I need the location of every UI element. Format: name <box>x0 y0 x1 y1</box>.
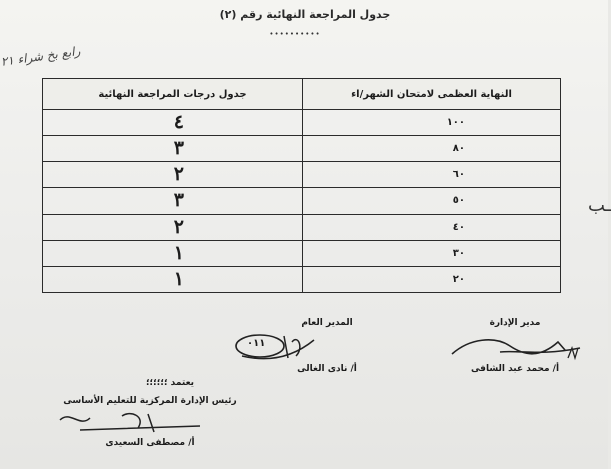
signatory-role: رئيس الإدارة المركزية للتعليم الأساسى <box>63 396 237 406</box>
review-grade-cell: ١ <box>43 240 303 266</box>
title-decoration-stars: •••••••••• <box>269 30 321 38</box>
handwritten-margin-note: رابع بخ شراء ٢١ <box>0 43 82 69</box>
header-max-score: النهاية العظمى لامتحان الشهر/اء <box>303 79 561 110</box>
review-grade-cell: ٣ <box>43 136 303 162</box>
review-grade-cell: ٢ <box>43 162 303 188</box>
review-grade-cell: ١ <box>43 266 303 292</box>
handwritten-signature-icon <box>440 328 590 364</box>
header-review-grade: جدول درجات المراجعة النهائية <box>43 79 303 110</box>
review-grade-cell: ٤ <box>43 110 303 136</box>
max-score-cell: ١٠٠ <box>303 110 561 136</box>
table-row <box>43 136 561 162</box>
signatory-name: أ/ محمد عبد الشافى <box>470 364 560 374</box>
table-row <box>43 162 561 188</box>
table-row <box>43 188 561 214</box>
max-score-cell: ٣٠ <box>303 240 561 266</box>
max-score-cell: ٤٠ <box>303 214 561 240</box>
grades-table <box>42 78 561 293</box>
signature-block-general-manager <box>222 318 392 374</box>
table-row <box>43 110 561 136</box>
table-row <box>43 240 561 266</box>
review-grade-cell: ٣ <box>43 188 303 214</box>
signature-block-central-head <box>50 378 250 448</box>
date-stamp: ٠١١ <box>247 338 266 349</box>
document-title: جدول المراجعة النهائية رقم (٢) <box>219 8 391 21</box>
table-row <box>43 266 561 292</box>
margin-mark: ـب <box>588 195 611 216</box>
approval-prefix: يعتمد ؛؛؛؛؛؛ <box>145 378 195 388</box>
max-score-cell: ٨٠ <box>303 136 561 162</box>
table-header-row <box>43 79 561 110</box>
max-score-cell: ٦٠ <box>303 162 561 188</box>
handwritten-signature-icon <box>50 406 250 438</box>
signatory-role: المدير العام <box>301 318 353 328</box>
max-score-cell: ٢٠ <box>303 266 561 292</box>
signatory-name: أ/ مصطفى السعيدى <box>105 438 195 448</box>
max-score-cell: ٥٠ <box>303 188 561 214</box>
table-row <box>43 214 561 240</box>
signatory-role: مدير الإدارة <box>489 318 541 328</box>
review-grade-cell: ٢ <box>43 214 303 240</box>
signatory-name: أ/ نادى الغالى <box>297 364 357 374</box>
signature-block-admin-director <box>440 318 590 374</box>
